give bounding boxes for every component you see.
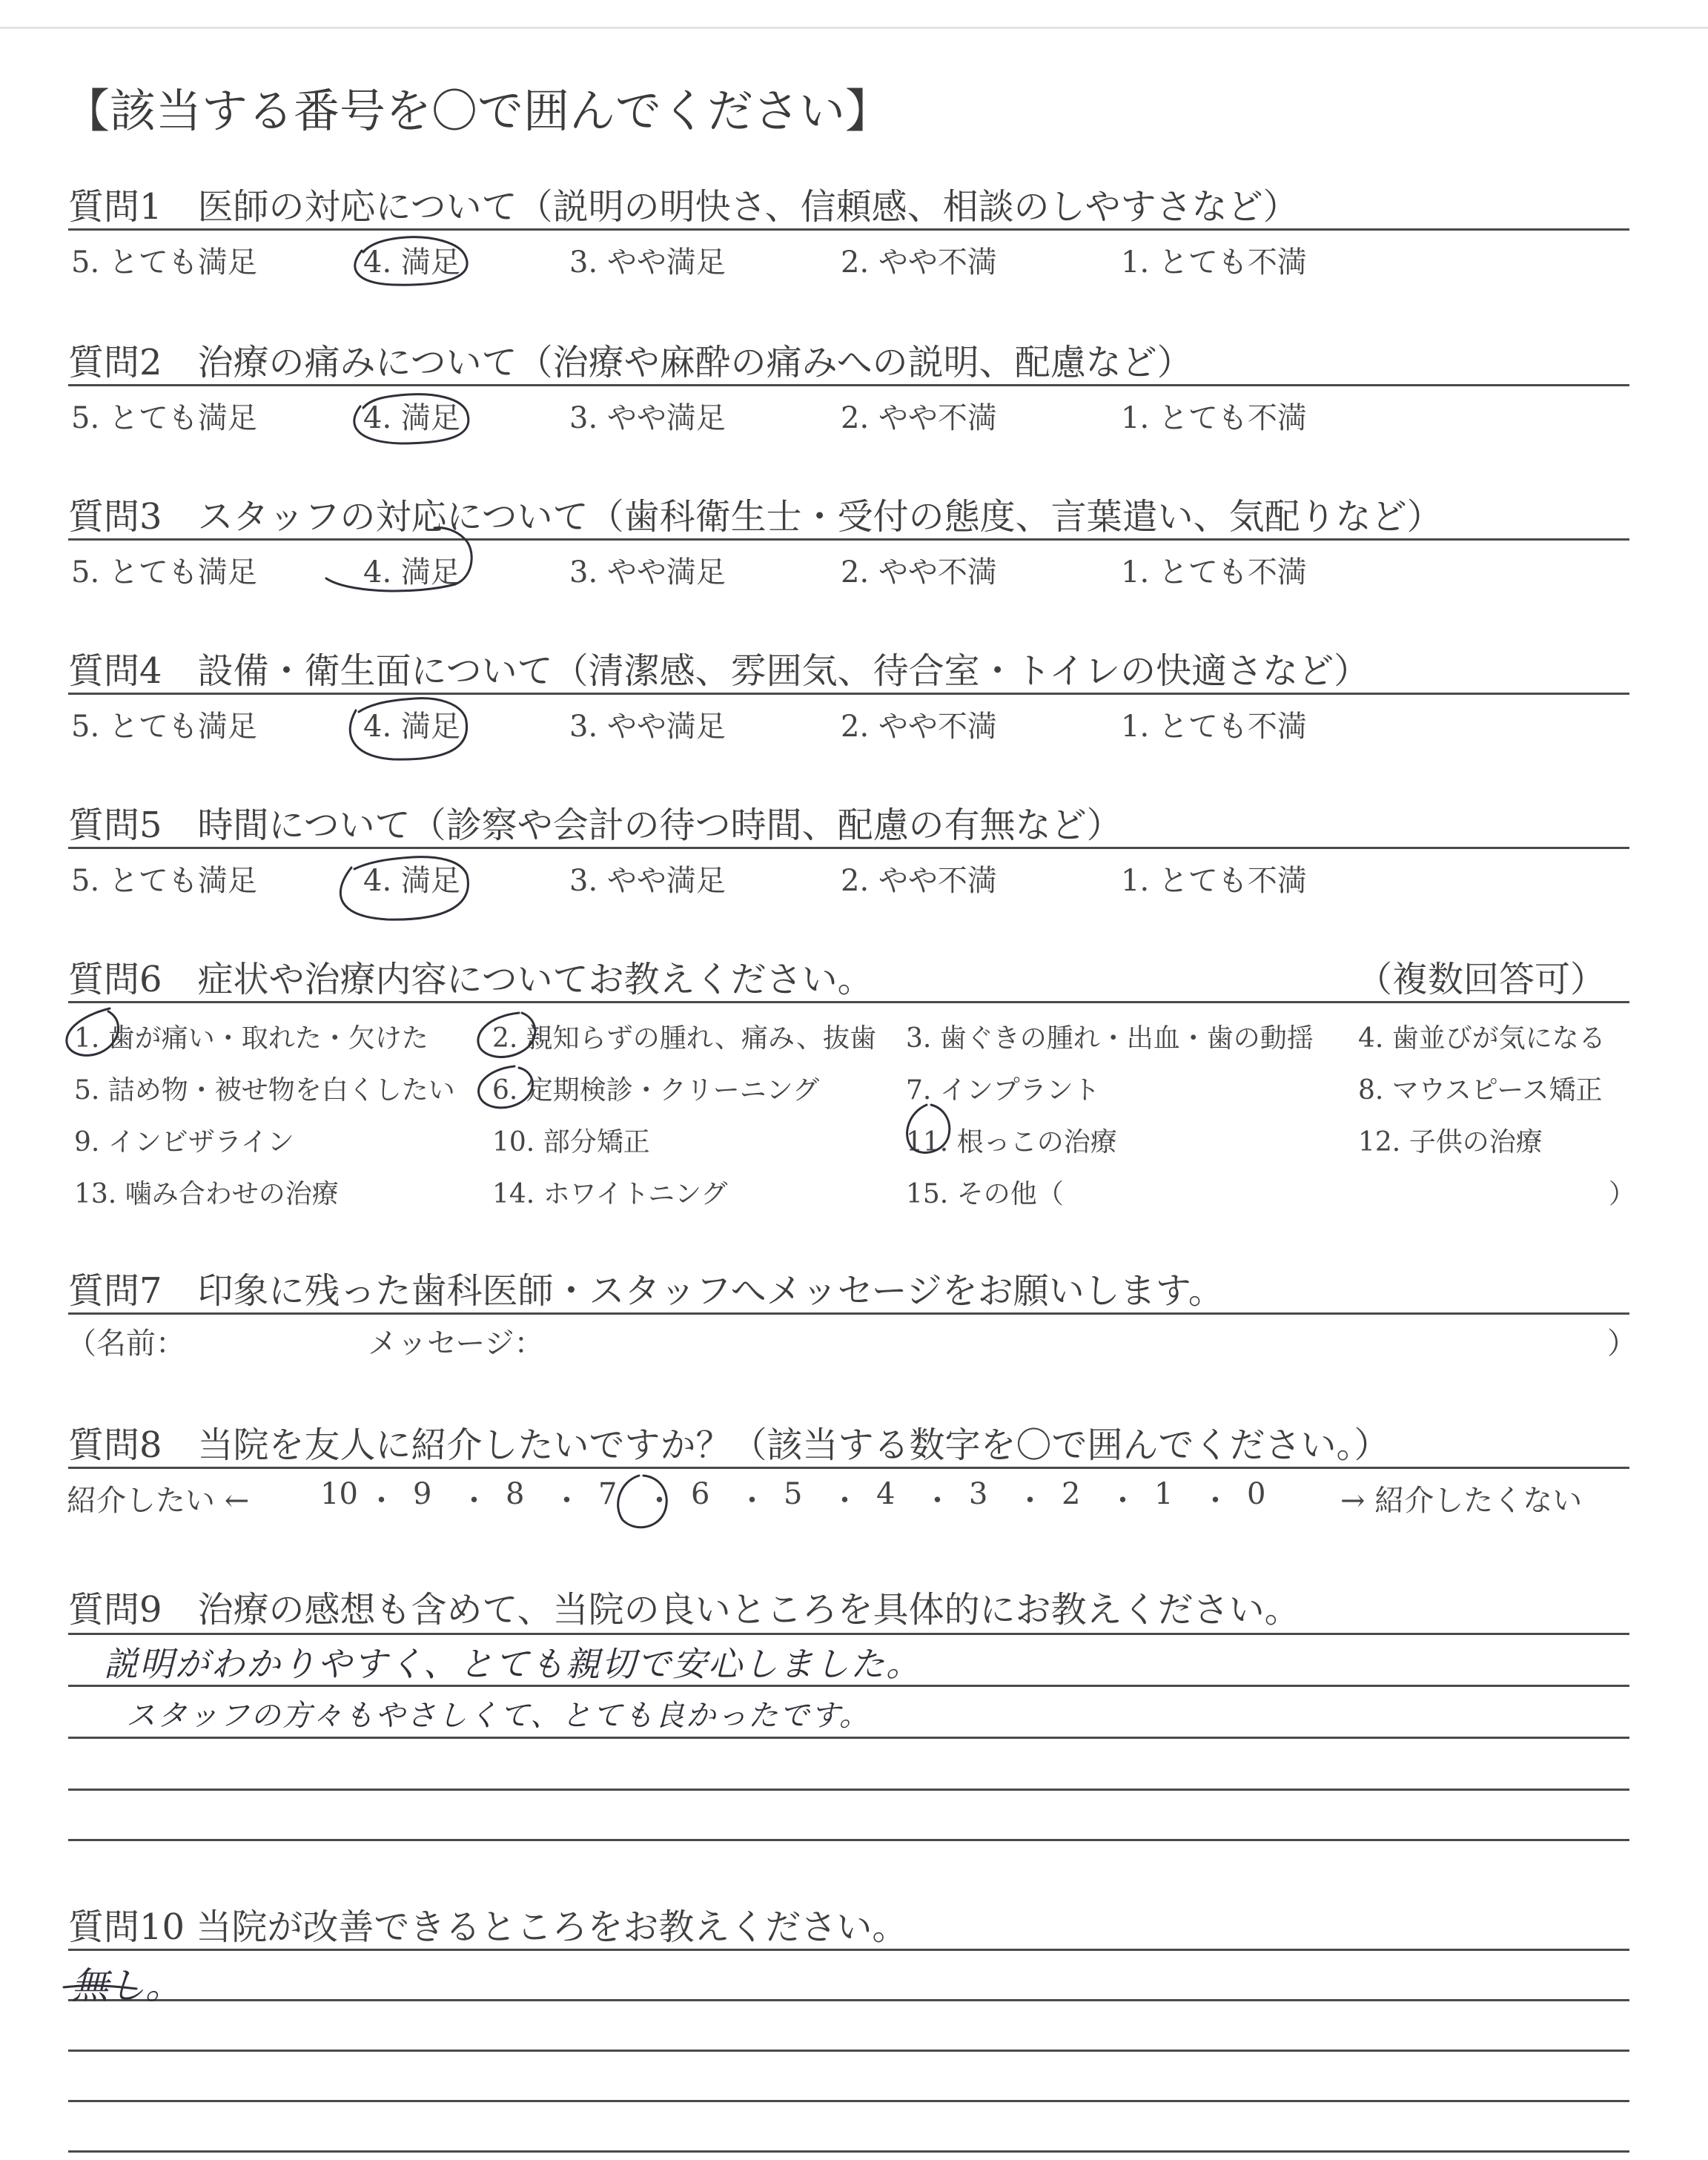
q4-option-4[interactable]: 4. 満足 [363,710,460,744]
q8-scale-value-0[interactable]: 0 [1247,1477,1266,1511]
question-2-rule [68,384,1629,386]
q9-line-5 [68,1839,1629,1841]
form-header: 【該当する番号を〇で囲んでください】 [64,84,892,138]
question-7-title: 質問7 印象に残った歯科医師・スタッフへメッセージをお願いします。 [68,1270,1224,1312]
q1-option-1[interactable]: 1. とても不満 [1121,245,1307,280]
q8-scale-separator: ・ [552,1484,582,1518]
q8-scale-separator: ・ [830,1484,860,1518]
q6-option-11[interactable]: 11. 根っこの治療 [906,1127,1117,1157]
q6-option-5[interactable]: 5. 詰め物・被せ物を白くしたい [74,1075,455,1106]
q6-option-1[interactable]: 1. 歯が痛い・取れた・欠けた [74,1023,428,1054]
q8-scale-separator: ・ [1200,1484,1231,1518]
q1-option-3[interactable]: 3. やや満足 [569,245,726,280]
q6-option-8[interactable]: 8. マウスピース矯正 [1358,1075,1603,1106]
q8-scale-value-5[interactable]: 5 [784,1477,803,1511]
q8-scale-value-6[interactable]: 6 [691,1477,710,1511]
q1-option-5[interactable]: 5. とても満足 [71,245,257,280]
q5-option-3[interactable]: 3. やや満足 [569,864,726,898]
q4-option-1[interactable]: 1. とても不満 [1121,710,1307,744]
q8-scale-separator: ・ [922,1484,953,1518]
q8-scale-separator: ・ [1108,1484,1138,1518]
question-6-note: （複数回答可） [1357,959,1606,1000]
q8-scale-separator: ・ [644,1484,675,1518]
q8-scale-value-2[interactable]: 2 [1062,1477,1081,1511]
q5-option-4[interactable]: 4. 満足 [363,864,460,898]
q2-option-4[interactable]: 4. 満足 [363,401,460,435]
q3-option-3[interactable]: 3. やや満足 [569,555,726,589]
q8-scale-value-1[interactable]: 1 [1154,1477,1174,1511]
q6-option-4[interactable]: 4. 歯並びが気になる [1358,1023,1606,1054]
q9-answer-line-2: スタッフの方々もやさしくて、とても良かったです。 [126,1699,870,1733]
q7-name-label: （名前： [67,1327,185,1361]
q3-option-1[interactable]: 1. とても不満 [1121,555,1307,589]
question-8-rule [68,1467,1629,1469]
q6-option-12[interactable]: 12. 子供の治療 [1358,1127,1543,1157]
q10-answer: 無し。 [71,1964,182,2007]
question-6-title: 質問6 症状や治療内容についてお教えください。 [68,959,873,1000]
q7-close-paren: ） [1607,1327,1637,1361]
q8-scale-value-4[interactable]: 4 [876,1477,896,1511]
q3-option-4[interactable]: 4. 満足 [363,555,460,589]
q6-option-6[interactable]: 6. 定期検診・クリーニング [492,1075,820,1106]
q6-option-9[interactable]: 9. インビザライン [74,1127,294,1157]
question-8-title: 質問8 当院を友人に紹介したいですか？（該当する数字を〇で囲んでください。） [68,1424,1390,1466]
q6-option-15[interactable]: 15. その他（ [906,1179,1064,1209]
q10-line-1 [68,1949,1629,1951]
q9-line-3 [68,1737,1629,1739]
q2-option-5[interactable]: 5. とても満足 [71,401,257,435]
q4-option-5[interactable]: 5. とても満足 [71,710,257,744]
q9-answer-line-1: 説明がわかりやすく、とても親切で安心しました。 [104,1644,922,1684]
q6-option-7[interactable]: 7. インプラント [906,1075,1100,1106]
question-10-title: 質問10 当院が改善できるところをお教えください。 [68,1906,908,1948]
q10-line-3 [68,2050,1629,2052]
q8-scale-value-7[interactable]: 7 [598,1477,618,1511]
q6-option-2[interactable]: 2. 親知らずの腫れ、痛み、抜歯 [492,1023,877,1054]
q6-option-14[interactable]: 14. ホワイトニング [492,1179,728,1209]
q8-scale-separator: ・ [459,1484,489,1518]
q4-option-3[interactable]: 3. やや満足 [569,710,726,744]
q9-line-4 [68,1789,1629,1791]
question-9-title: 質問9 治療の感想も含めて、当院の良いところを具体的にお教えください。 [68,1589,1300,1631]
q4-option-2[interactable]: 2. やや不満 [841,710,997,744]
question-1-title: 質問1 医師の対応について（説明の明快さ、信頼感、相談のしやすさなど） [68,186,1299,228]
q1-option-2[interactable]: 2. やや不満 [841,245,997,280]
q9-line-1 [68,1633,1629,1635]
q10-line-4 [68,2100,1629,2102]
q8-scale-separator: ・ [366,1484,397,1518]
question-4-title: 質問4 設備・衛生面について（清潔感、雰囲気、待合室・トイレの快適さなど） [68,650,1370,692]
question-7-rule [68,1312,1629,1315]
scan-edge-line [0,27,1708,29]
q3-option-2[interactable]: 2. やや不満 [841,555,997,589]
q8-right-label: → 紹介したくない [1340,1484,1583,1518]
q5-option-1[interactable]: 1. とても不満 [1121,864,1307,898]
q5-option-2[interactable]: 2. やや不満 [841,864,997,898]
q8-scale-value-9[interactable]: 9 [413,1477,432,1511]
q3-option-5[interactable]: 5. とても満足 [71,555,257,589]
q2-option-2[interactable]: 2. やや不満 [841,401,997,435]
q6-option-15-close: ） [1609,1179,1636,1209]
question-4-rule [68,693,1629,695]
question-1-rule [68,228,1629,231]
question-2-title: 質問2 治療の痛みについて（治療や麻酔の痛みへの説明、配慮など） [68,342,1193,383]
q7-message-label: メッセージ： [368,1327,544,1361]
q8-scale-separator: ・ [1015,1484,1045,1518]
q10-line-2 [68,1999,1629,2001]
question-5-title: 質問5 時間について（診察や会計の待つ時間、配慮の有無など） [68,805,1122,846]
q6-option-10[interactable]: 10. 部分矯正 [492,1127,650,1157]
q2-option-3[interactable]: 3. やや満足 [569,401,726,435]
q5-option-5[interactable]: 5. とても満足 [71,864,257,898]
question-3-rule [68,538,1629,541]
q8-scale-value-3[interactable]: 3 [969,1477,988,1511]
q8-left-label: 紹介したい ← [67,1484,250,1518]
q2-option-1[interactable]: 1. とても不満 [1121,401,1307,435]
q8-scale-value-8[interactable]: 8 [506,1477,525,1511]
q8-scale-value-10[interactable]: 10 [320,1477,358,1511]
q1-option-4[interactable]: 4. 満足 [363,245,460,280]
q6-option-13[interactable]: 13. 噛み合わせの治療 [74,1179,339,1209]
q10-line-5 [68,2150,1629,2153]
question-5-rule [68,847,1629,849]
q8-scale-separator: ・ [737,1484,767,1518]
q6-option-3[interactable]: 3. 歯ぐきの腫れ・出血・歯の動揺 [906,1023,1314,1054]
question-3-title: 質問3 スタッフの対応について（歯科衛生士・受付の態度、言葉遣い、気配りなど） [68,496,1443,538]
question-6-rule [68,1001,1629,1003]
